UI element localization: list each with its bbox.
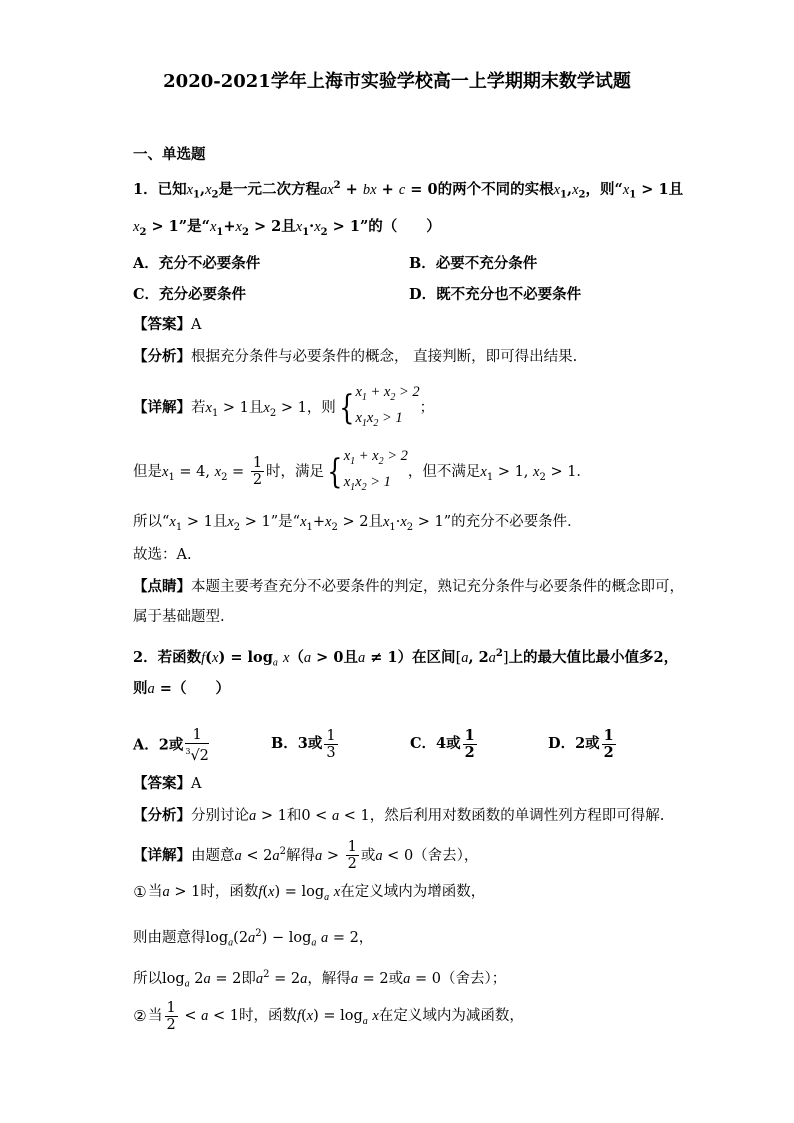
q2-detail: 【详解】由题意$a < 2a^2$解得a > $\frac{1}{2}$ 或a < 0（舍去）， [133,839,479,873]
q1-option-a: A．充分不必要条件 [133,255,261,272]
q1-comment-line2: 属于基础题型. [133,609,225,625]
section-heading: 一、单选题 [133,146,206,163]
q2-option-a: A．2或 $\frac{1}{^3√2}$ [133,727,209,764]
q2-option-d: D．2或 $\frac{1}{2}$ [548,726,614,761]
page-title: 2020-2021学年上海市实验学校高一上学期期末数学试题 [163,71,631,92]
q2-solve: 所以$\log_a 2a = 2$即$a^2 = 2a$，解得a = 2或a = 0（舍去）； [133,969,507,990]
q1-option-b: B．必要不充分条件 [409,255,538,272]
q2-stem-line2: 则a =（ ） [133,680,230,697]
q2-equation: 则由题意得$\log_a(2a^2) - \log_a a = 2$， [133,928,374,949]
q2-analysis: 【分析】分别讨论a > 1和0 < a < 1，然后利用对数函数的单调性列方程即可得解. [133,807,665,824]
q1-conclusion: 所以“$x_1 > 1$且$x_2 > 1$”是“$x_1+x_2 > 2$且$x_1\cdot x_2 > 1$”的充分不必要条件． [133,514,582,533]
q2-case-1: ①当a > 1时，函数$f(x) = \log_a x$在定义域内为增函数， [133,883,486,903]
q1-analysis: 【分析】根据充分条件与必要条件的概念， 直接判断，即可得出结果. [133,348,578,365]
q1-stem-line2: $x_2 > 1$”是“$x_1+x_2 > 2$且$x_1\cdot x_2 > 1$”的（ ） [133,218,441,238]
q1-option-d: D．既不充分也不必要条件 [409,286,582,303]
q1-detail: 【详解】若$x_1 > 1$且$x_2 > 1$，则{ $x_1 + x_2 > 2$ $x_1x_2 > 1$ ； [133,384,435,429]
q2-stem-line1: 2．若函数$f(x) = \log_a x(a > 0$且a ≠ 1）在区间[a, $2a^2$]上的最大值比最小值多2， [133,648,679,669]
q1-comment: 【点睛】本题主要考查充分不必要条件的判定，熟记充分条件与必要条件的概念即可， [133,578,684,595]
q2-option-c: C．4或 $\frac{1}{2}$ [410,726,475,761]
q2-option-b: B．3或 $\frac{1}{3}$ [271,727,336,761]
q1-answer: 【答案】A [133,316,202,333]
q1-option-c: C．充分必要条件 [133,286,247,303]
q1-choose: 故选：A. [133,547,192,563]
q2-case-2: ②当 $\frac{1}{2}$ < a < 1时，函数$f(x) = \log_a x$在定义域内为减函数， [133,999,524,1033]
q1-counterexample: 但是$x_1 = 4$, $x_2$ = $\frac{1}{2}$ 时，满足{ $x_1 + x_2 > 2$ $x_1x_2 > 1$ ，但不满足$x_1 > 1$, $x_2 > 1$． [133,448,591,493]
q2-answer: 【答案】A [133,775,202,792]
q1-stem-line1: 1．已知$x_1,x_2$是一元二次方程$ax^2$ + bx + c = 0的两个不同的实根$x_1,x_2$，则“$x_1 > 1$且 [133,180,684,201]
